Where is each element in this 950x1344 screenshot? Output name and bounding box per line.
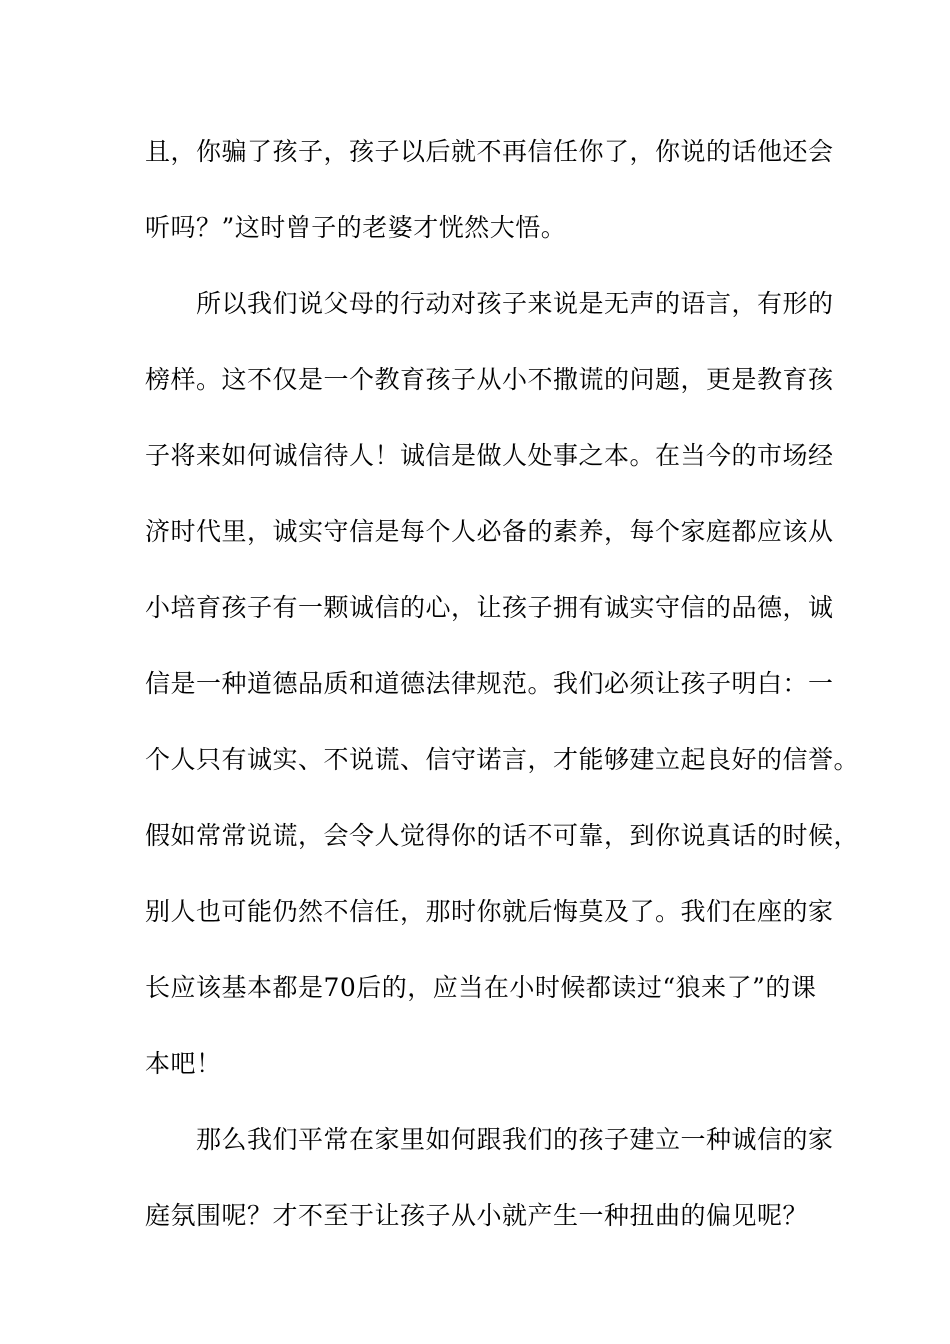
paragraph-start-line: 那么我们平常在家里如何跟我们的孩子建立一种诚信的家 bbox=[145, 1125, 834, 1154]
text-line: 子将来如何诚信待人！诚信是做人处事之本。在当今的市场经 bbox=[145, 441, 834, 470]
text-line: 别人也可能仍然不信任，那时你就后悔莫及了。我们在座的家 bbox=[145, 897, 834, 926]
text-line: 信是一种道德品质和道德法律规范。我们必须让孩子明白：一 bbox=[145, 669, 834, 698]
text-line: 且，你骗了孩子，孩子以后就不再信任你了，你说的话他还会 bbox=[145, 137, 834, 166]
text-line: 小培育孩子有一颗诚信的心，让孩子拥有诚实守信的品德，诚 bbox=[145, 593, 834, 622]
text-line: 长应该基本都是70后的，应当在小时候都读过“狼来了”的课 bbox=[145, 973, 817, 1002]
text-line: 榜样。这不仅是一个教育孩子从小不撒谎的问题，更是教育孩 bbox=[145, 365, 834, 394]
text-line: 济时代里，诚实守信是每个人必备的素养，每个家庭都应该从 bbox=[145, 517, 834, 546]
text-line: 庭氛围呢？才不至于让孩子从小就产生一种扭曲的偏见呢？ bbox=[145, 1201, 809, 1230]
text-line: 假如常常说谎，会令人觉得你的话不可靠，到你说真话的时候， bbox=[145, 821, 860, 850]
paragraph-start-line: 所以我们说父母的行动对孩子来说是无声的语言，有形的 bbox=[145, 289, 834, 318]
text-line: 本吧！ bbox=[145, 1049, 222, 1078]
text-line: 听吗？”这时曾子的老婆才恍然大悟。 bbox=[145, 213, 567, 242]
body-text bbox=[145, 128, 860, 1268]
text-line: 个人只有诚实、不说谎、信守诺言，才能够建立起良好的信誉。 bbox=[145, 745, 860, 774]
